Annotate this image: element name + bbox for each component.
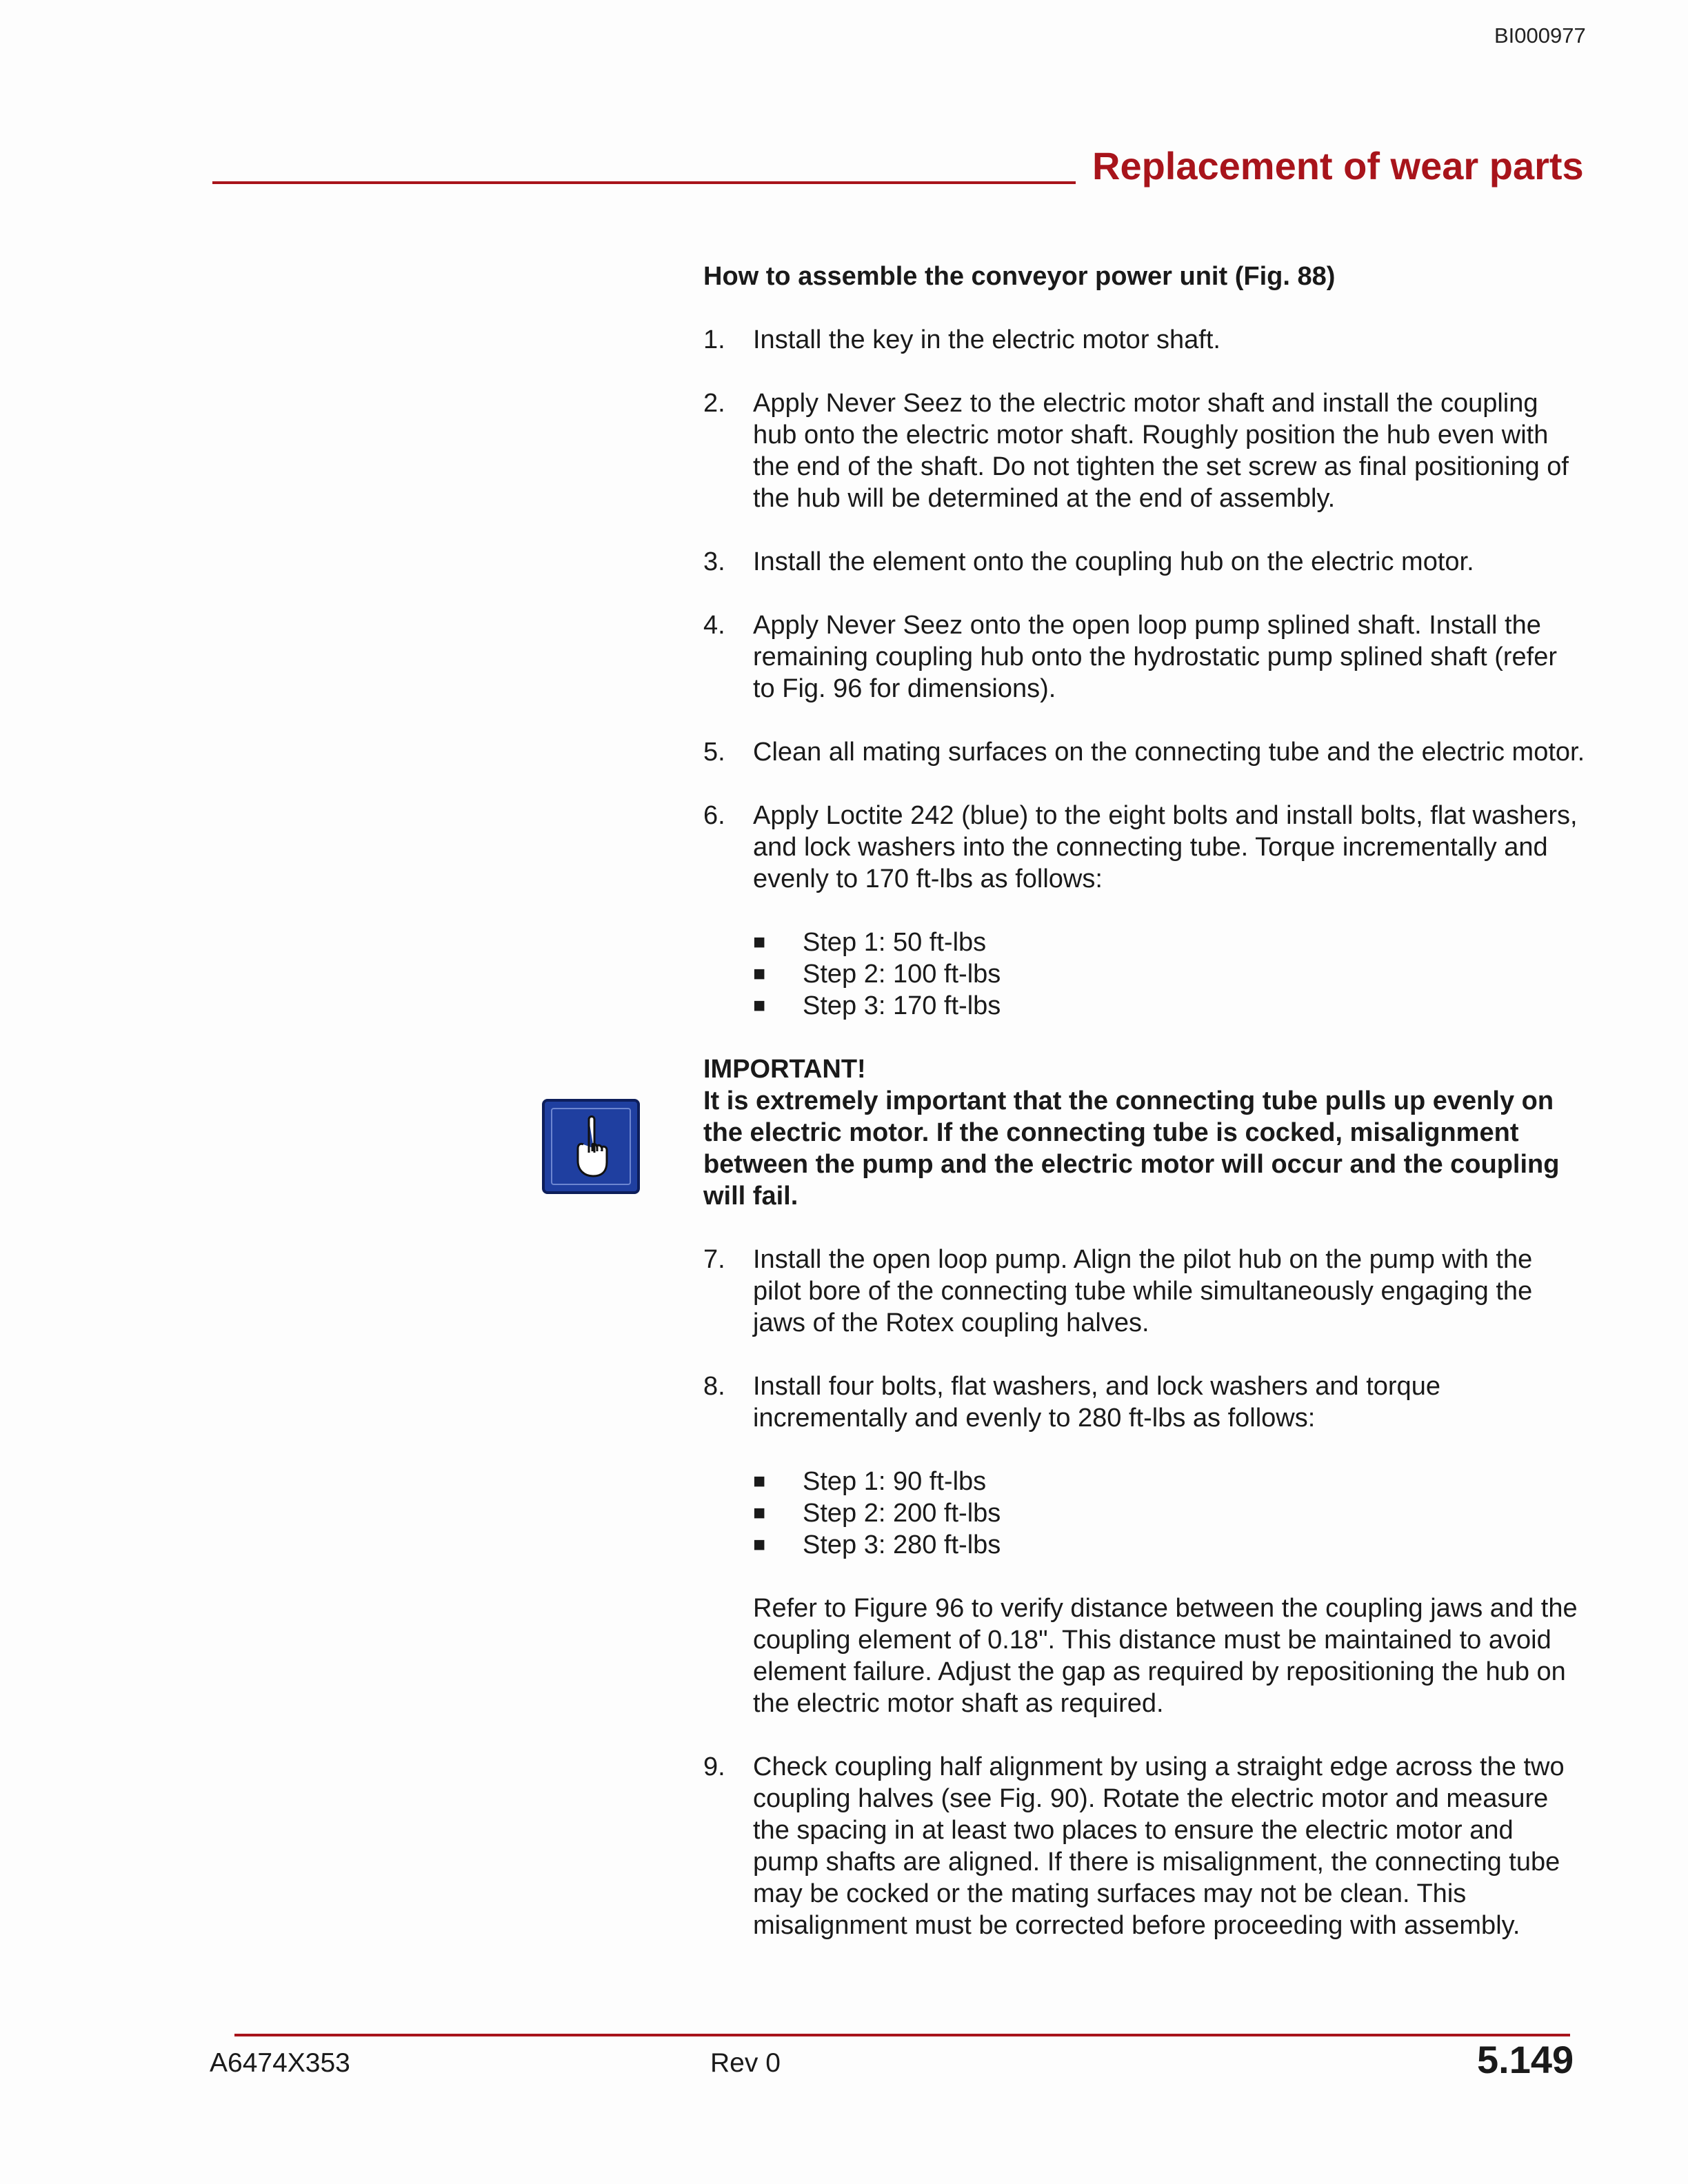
instructions xyxy=(703,261,1586,1973)
torque-step: Step 2: 100 ft-lbs xyxy=(803,960,1001,989)
part-number: A6474X353 xyxy=(210,2048,350,2078)
list-item xyxy=(753,1466,1586,1497)
torque-step: Step 2: 200 ft-lbs xyxy=(803,1499,1001,1528)
bullet-square-icon: ■ xyxy=(753,931,766,953)
step-number: 7. xyxy=(703,1245,725,1274)
step-text: Check coupling half alignment by using a straight edge across the two coupling halves (see Fig. 90). Rotate the electric motor and measure the spacing in at least two places to ensure the electric motor and pump shafts are aligned. If there is misalignment, the connecting tube may be cocked or the mating surfaces may not be clean. This misalignment must be corrected before proceeding with assembly. xyxy=(753,1752,1565,1940)
pointing-hand-icon xyxy=(542,1099,640,1194)
torque-step: Step 3: 170 ft-lbs xyxy=(803,991,1001,1020)
important-notice xyxy=(703,1053,1586,1212)
step-2 xyxy=(703,387,1586,514)
footer-rule xyxy=(234,2034,1570,2036)
step-8 xyxy=(703,1371,1586,1719)
step-number: 6. xyxy=(703,801,725,830)
step-text: Install the element onto the coupling hub on the electric motor. xyxy=(753,547,1474,576)
torque-step: Step 1: 50 ft-lbs xyxy=(803,928,987,957)
step-text: Apply Loctite 242 (blue) to the eight bolts and install bolts, flat washers, and lock washers into the connecting tube. Torque incrementally and evenly to 170 ft-lbs as follows: xyxy=(753,801,1578,893)
step-9 xyxy=(703,1751,1586,1941)
torque-list xyxy=(753,927,1586,1022)
step-6 xyxy=(703,800,1586,1053)
torque-step: Step 1: 90 ft-lbs xyxy=(803,1467,987,1496)
step-text: Install the open loop pump. Align the pilot hub on the pump with the pilot bore of the connecting tube while simultaneously engaging the jaws of the Rotex coupling halves. xyxy=(753,1245,1533,1337)
list-item xyxy=(753,1529,1586,1561)
bullet-square-icon: ■ xyxy=(753,1533,766,1556)
procedure-heading: How to assemble the conveyor power unit (Fig. 88) xyxy=(703,262,1336,291)
step-number: 8. xyxy=(703,1372,725,1401)
step-3 xyxy=(703,546,1586,578)
document-id: BI000977 xyxy=(1494,23,1586,48)
bullet-square-icon: ■ xyxy=(753,1502,766,1524)
step-text: Apply Never Seez onto the open loop pump splined shaft. Install the remaining coupling hub onto the hydrostatic pump splined shaft (refer to Fig. 96 for dimensions). xyxy=(753,611,1558,703)
bullet-square-icon: ■ xyxy=(753,1470,766,1493)
revision: Rev 0 xyxy=(710,2048,781,2078)
step-number: 3. xyxy=(703,547,725,576)
step-number: 4. xyxy=(703,611,725,640)
list-item xyxy=(753,958,1586,990)
step-number: 9. xyxy=(703,1752,725,1781)
bullet-square-icon: ■ xyxy=(753,994,766,1017)
section-title: Replacement of wear parts xyxy=(1092,144,1584,188)
step-5 xyxy=(703,736,1586,768)
header-rule xyxy=(212,181,1076,184)
step-number: 5. xyxy=(703,738,725,767)
step-number: 2. xyxy=(703,389,725,418)
step-body xyxy=(753,800,1586,1053)
step-number: 1. xyxy=(703,325,725,354)
step-7 xyxy=(703,1244,1586,1339)
list-item xyxy=(753,990,1586,1022)
step-text: Clean all mating surfaces on the connecting tube and the electric motor. xyxy=(753,738,1585,767)
step-body xyxy=(753,1371,1586,1719)
gap-note: Refer to Figure 96 to verify distance between the coupling jaws and the coupling element of 0.18". This distance must be maintained to avoid element failure. Adjust the gap as required by repositioning the hub on the electric motor shaft as required. xyxy=(753,1594,1578,1718)
bullet-square-icon: ■ xyxy=(753,962,766,985)
important-text: It is extremely important that the connecting tube pulls up evenly on the electric motor. If the connecting tube is cocked, misalignment between the pump and the electric motor will occur and the coupling will fail. xyxy=(703,1086,1560,1211)
torque-step: Step 3: 280 ft-lbs xyxy=(803,1530,1001,1559)
step-text: Install the key in the electric motor shaft. xyxy=(753,325,1220,354)
list-item xyxy=(753,1497,1586,1529)
list-item xyxy=(753,927,1586,958)
step-1 xyxy=(703,324,1586,356)
torque-list xyxy=(753,1466,1586,1561)
page-number: 5.149 xyxy=(1477,2038,1574,2081)
step-text: Install four bolts, flat washers, and lock washers and torque incrementally and evenly to 280 ft-lbs as follows: xyxy=(753,1372,1440,1433)
step-4 xyxy=(703,609,1586,705)
important-title: IMPORTANT! xyxy=(703,1055,866,1084)
step-text: Apply Never Seez to the electric motor shaft and install the coupling hub onto the electric motor shaft. Roughly position the hub even with the end of the shaft. Do not tighten the set screw as final positioning of the hub will be determined at the end of assembly. xyxy=(753,389,1569,513)
